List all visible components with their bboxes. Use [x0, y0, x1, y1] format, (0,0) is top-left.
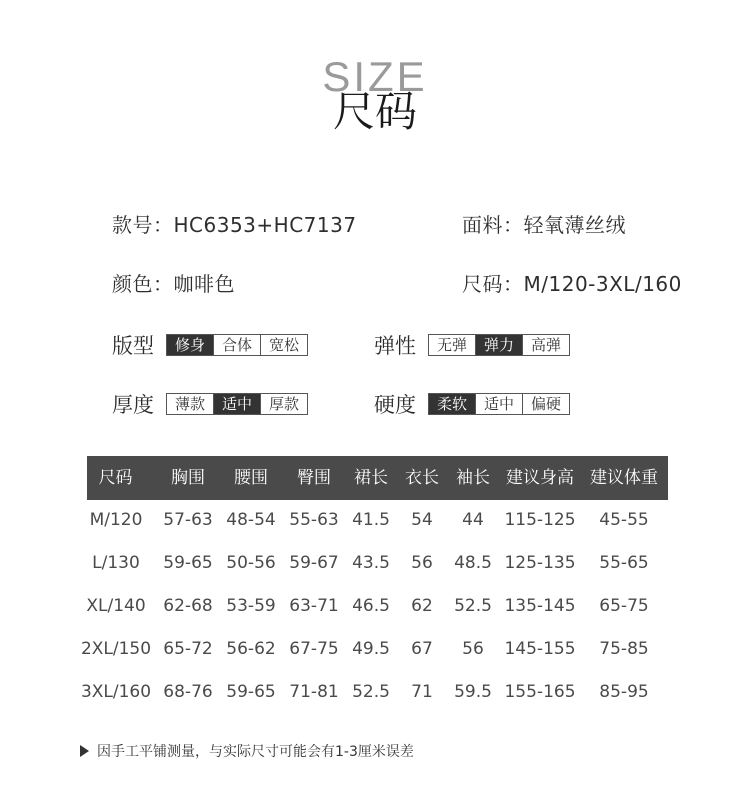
table-cell: 155-165 — [504, 682, 576, 702]
table-cell: 67 — [411, 639, 433, 659]
table-cell: 68-76 — [163, 682, 213, 702]
table-cell-size: XL/140 — [86, 596, 146, 616]
table-cell: 48.5 — [454, 553, 492, 573]
table-cell: 53-59 — [226, 596, 276, 616]
hardness-option-medium: 适中 — [475, 394, 522, 414]
table-header-cell: 建议身高 — [506, 468, 574, 488]
thickness-option-row — [112, 389, 308, 419]
table-cell: 67-75 — [289, 639, 339, 659]
triangle-right-icon — [80, 745, 89, 757]
hardness-option-row — [374, 389, 570, 419]
table-cell: 44 — [462, 510, 484, 530]
table-cell: 59-67 — [289, 553, 339, 573]
elasticity-label: 弹性 — [374, 334, 416, 358]
title-chinese: 尺码 — [332, 87, 417, 136]
table-cell: 52.5 — [454, 596, 492, 616]
fit-option-slim: 修身 — [167, 335, 213, 355]
table-header-cell: 尺码 — [98, 468, 133, 488]
table-cell: 50-56 — [226, 553, 276, 573]
measurement-note-text: 因手工平铺测量，与实际尺寸可能会有1-3厘米误差 — [97, 744, 414, 760]
table-cell: 125-135 — [504, 553, 576, 573]
fit-option-group — [166, 334, 308, 356]
fit-label: 版型 — [112, 334, 154, 358]
table-header-cell: 臀围 — [297, 468, 331, 488]
size-table-header — [87, 456, 668, 500]
elasticity-option-group — [428, 334, 570, 356]
size-range-info: 尺码：M/120-3XL/160 — [462, 272, 682, 296]
color-info: 颜色：咖啡色 — [112, 272, 235, 296]
table-cell: 55-65 — [599, 553, 649, 573]
style-number: 款号：HC6353+HC7137 — [112, 213, 357, 237]
measurement-note — [80, 741, 414, 761]
thickness-label: 厚度 — [112, 393, 154, 417]
table-cell: 55-63 — [289, 510, 339, 530]
fit-option-loose: 宽松 — [260, 335, 307, 355]
table-cell: 41.5 — [352, 510, 390, 530]
fit-option-regular: 合体 — [213, 335, 260, 355]
elasticity-option-stretch: 弹力 — [475, 335, 522, 355]
table-cell: 85-95 — [599, 682, 649, 702]
table-cell: 57-63 — [163, 510, 213, 530]
elasticity-option-high: 高弹 — [522, 335, 569, 355]
table-cell: 59-65 — [226, 682, 276, 702]
table-cell: 56-62 — [226, 639, 276, 659]
thickness-option-thin: 薄款 — [175, 395, 206, 413]
table-cell: 43.5 — [352, 553, 390, 573]
table-cell: 49.5 — [352, 639, 390, 659]
table-cell-size: L/130 — [92, 553, 140, 573]
table-cell: 65-75 — [599, 596, 649, 616]
table-cell: 56 — [411, 553, 433, 573]
table-cell: 145-155 — [504, 639, 576, 659]
thickness-option-group — [166, 393, 308, 415]
table-cell: 115-125 — [504, 510, 576, 530]
thickness-option-medium: 适中 — [213, 394, 260, 414]
table-cell: 71 — [411, 682, 433, 702]
table-cell-size: M/120 — [89, 510, 143, 530]
table-header-cell: 衣长 — [405, 468, 439, 488]
title-english: SIZE — [322, 54, 428, 92]
table-cell: 52.5 — [352, 682, 390, 702]
table-cell: 75-85 — [599, 639, 649, 659]
table-cell: 59.5 — [454, 682, 492, 702]
table-header-cell: 建议体重 — [590, 468, 658, 488]
table-cell-size: 2XL/150 — [80, 639, 152, 659]
table-cell: 59-65 — [163, 553, 213, 573]
table-cell: 54 — [411, 510, 433, 530]
hardness-option-stiff: 偏硬 — [522, 394, 569, 414]
hardness-option-soft: 柔软 — [429, 394, 475, 414]
table-header-cell: 袖长 — [456, 468, 490, 488]
thickness-option-thick: 厚款 — [260, 394, 307, 414]
table-cell: 46.5 — [352, 596, 390, 616]
fabric-info: 面料：轻氧薄丝绒 — [462, 213, 626, 237]
hardness-label: 硬度 — [374, 393, 416, 417]
table-cell: 71-81 — [289, 682, 339, 702]
elasticity-option-row — [374, 330, 570, 360]
elasticity-option-none: 无弹 — [437, 336, 468, 354]
table-cell: 45-55 — [599, 510, 649, 530]
table-header-cell: 裙长 — [354, 468, 388, 488]
table-header-cell: 腰围 — [234, 468, 268, 488]
table-cell: 56 — [462, 639, 484, 659]
fit-option-row — [112, 330, 308, 360]
table-cell: 62-68 — [163, 596, 213, 616]
table-cell: 135-145 — [504, 596, 576, 616]
table-cell: 62 — [411, 596, 433, 616]
table-cell-size: 3XL/160 — [80, 682, 152, 702]
table-cell: 65-72 — [163, 639, 213, 659]
table-cell: 48-54 — [226, 510, 276, 530]
table-header-cell: 胸围 — [171, 468, 205, 488]
table-cell: 63-71 — [289, 596, 339, 616]
hardness-option-group — [428, 393, 570, 415]
